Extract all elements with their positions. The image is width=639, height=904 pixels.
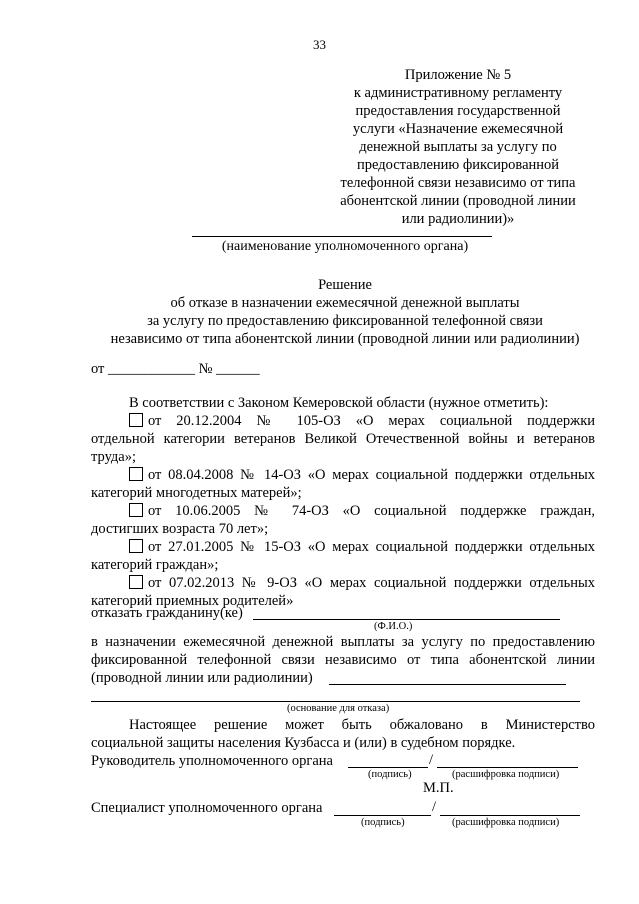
document-title <box>60 276 630 348</box>
purpose-line: фиксированной телефонной связи независимо от типа абонентской линии <box>91 652 595 668</box>
number-blank[interactable]: ______ <box>216 361 260 377</box>
separator: / <box>432 799 437 815</box>
signature-caption: (подпись) <box>361 817 405 828</box>
annex-line: денежной выплаты за услугу по <box>359 139 557 155</box>
spec-decode-blank[interactable] <box>440 815 580 816</box>
checkbox[interactable] <box>129 413 143 427</box>
annex-line: или радиолинии)» <box>401 211 515 227</box>
date-number-row <box>91 361 260 378</box>
appeal-line: Настоящее решение может быть обжаловано в Министерство <box>129 717 595 733</box>
appeal-text <box>91 716 595 752</box>
law-option-3: от 10.06.2005 № 74-ОЗ «О социальной поддержке граждан, <box>91 502 595 520</box>
spec-signature-blank[interactable] <box>334 815 431 816</box>
organ-caption: (наименование уполномоченного органа) <box>221 239 469 254</box>
date-blank[interactable]: ____________ <box>108 361 196 377</box>
law-text: труда»; <box>91 449 137 465</box>
head-decode-blank[interactable] <box>437 767 578 768</box>
annex-line: к административному регламенту <box>353 85 563 101</box>
purpose-line: в назначении ежемесячной денежной выплаты за услугу по предоставлению <box>91 634 595 650</box>
separator: / <box>429 752 434 768</box>
decode-caption: (расшифровка подписи) <box>452 817 560 828</box>
law-text: категорий приемных родителей» <box>91 593 294 609</box>
law-option-1: от 20.12.2004 № 105-ОЗ «О мерах социальной поддержки <box>91 412 595 430</box>
annex-line: предоставления государственной <box>355 103 561 119</box>
law-text: категорий граждан»; <box>91 557 219 573</box>
title-line: об отказе в назначении ежемесячной денежной выплаты <box>170 295 520 311</box>
purpose-line: (проводной линии или радиолинии) <box>91 670 313 686</box>
stamp-place: М.П. <box>423 780 454 796</box>
head-signature-label: Руководитель уполномоченного органа <box>91 753 333 769</box>
annex-line: предоставлению фиксированной <box>356 157 560 173</box>
page-number: 33 <box>313 37 326 52</box>
decode-caption: (расшифровка подписи) <box>452 769 560 780</box>
annex-line: телефонной связи независимо от типа <box>340 175 576 191</box>
annex-heading <box>330 66 586 228</box>
refuse-label: отказать гражданину(ке) <box>91 605 243 621</box>
signature-caption: (подпись) <box>368 769 412 780</box>
title-line: независимо от типа абонентской линии (проводной линии или радиолинии) <box>110 331 580 347</box>
law-text: категорий многодетных матерей»; <box>91 485 302 501</box>
law-option-2: от 08.04.2008 № 14-ОЗ «О мерах социальной поддержки отдельных <box>91 466 595 484</box>
legal-basis <box>91 394 595 610</box>
annex-line: абонентской линии (проводной линии <box>340 193 576 209</box>
organ-name-blank[interactable] <box>192 236 492 237</box>
purpose-text <box>91 633 595 687</box>
title-line: за услугу по предоставлению фиксированной телефонной связи <box>147 313 543 329</box>
checkbox[interactable] <box>129 575 143 589</box>
checkbox[interactable] <box>129 467 143 481</box>
law-option-5: от 07.02.2013 № 9-ОЗ «О мерах социальной поддержки отдельных <box>91 574 595 592</box>
intro-text: В соответствии с Законом Кемеровской области (нужное отметить): <box>129 395 549 411</box>
title-heading: Решение <box>318 277 372 293</box>
law-option-4: от 27.01.2005 № 15-ОЗ «О мерах социальной поддержки отдельных <box>91 538 595 556</box>
fio-blank[interactable] <box>253 619 560 620</box>
checkbox[interactable] <box>129 539 143 553</box>
number-label: № <box>198 361 213 377</box>
fio-caption: (Ф.И.О.) <box>374 621 413 632</box>
annex-line: услуги «Назначение ежемесячной <box>352 121 564 137</box>
annex-line: Приложение № 5 <box>404 67 512 83</box>
reason-caption: (основание для отказа) <box>287 703 390 714</box>
law-text: отдельной категории ветеранов Великой Отечественной войны и ветеранов <box>91 431 595 447</box>
specialist-signature-label: Специалист уполномоченного органа <box>91 800 323 816</box>
checkbox[interactable] <box>129 503 143 517</box>
purpose-blank[interactable] <box>329 684 566 685</box>
law-text: достигших возраста 70 лет»; <box>91 521 269 537</box>
appeal-line: социальной защиты населения Кузбасса и (или) в судебном порядке. <box>91 735 516 751</box>
date-label: от <box>91 361 105 377</box>
head-signature-blank[interactable] <box>348 767 428 768</box>
reason-blank[interactable] <box>91 701 580 702</box>
